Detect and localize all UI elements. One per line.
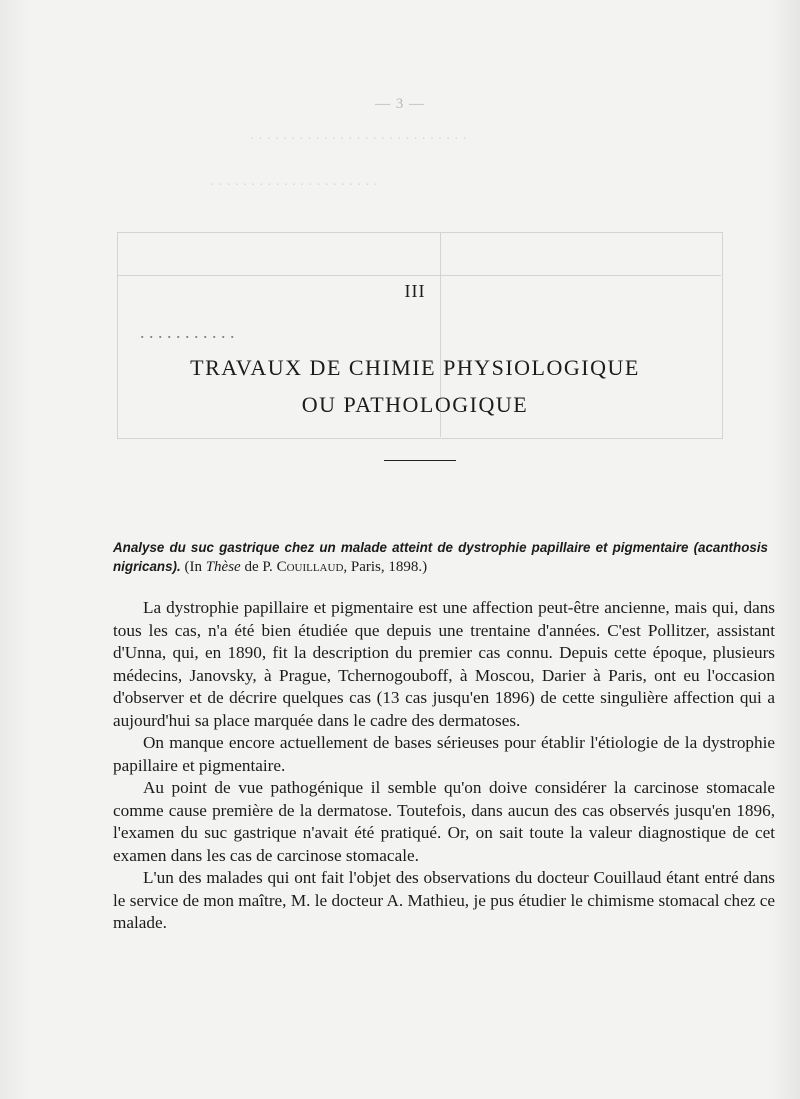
bleed-through-text: · · · · · · · · · · · · · · · · · · · · · [210,178,378,193]
ref-work: Thèse [205,559,241,575]
paragraph: L'un des malades qui ont fait l'objet des observations du docteur Couillaud étant entré dans le service de mon maître, M. le docteur A. Mathieu, je pus étudier le chimisme stomacal chez ce malade. [113,868,775,932]
ref-open: (In [180,559,206,575]
ref-rest: , Paris, 1898.) [343,559,428,575]
paragraph: Au point de vue pathogénique il semble qu'on doive considérer la carcinose stomacale comme cause première de la dermatose. Toutefois, dans aucun des cas observés jusqu'en 1896, l'examen du suc gastrique n'avait été pratiqué. Or, on sait toute la valeur diagnostique de cet examen dans les cas de carcinose stomacale. [113,778,775,865]
bleed-through-text: · · · · · · · · · · · · · · · · · · · · · · · · · · · [250,132,467,147]
body-text [113,597,775,935]
article-abstract [113,538,768,577]
chapter-title-line-2: OU PATHOLOGIQUE [301,392,529,417]
title-divider [384,460,456,461]
abstract-text: Analyse du suc gastrique chez un malade atteint de dystrophie papillaire et pigmentaire (acanthosis nigricans). [113,540,768,574]
bleed-through-rule [117,275,721,276]
chapter-title-line-1: TRAVAUX DE CHIMIE PHYSIOLOGIQUE [190,355,640,380]
paragraph: On manque encore actuellement de bases sérieuses pour établir l'étiologie de la dystrophie papillaire et pigmentaire. [113,733,775,775]
abstract-reference [181,559,427,575]
section-number: III [404,281,426,301]
page-number: — 3 — [375,96,425,112]
bleed-through-dots: . . . . . . . . . . . [140,322,235,342]
ref-author: Couillaud [276,559,344,575]
ref-de: de P. [240,559,277,575]
paragraph: La dystrophie papillaire et pigmentaire est une affection peut-être ancienne, mais qui, dans tous les cas, n'a été bien étudiée que depuis une trentaine d'années. C'est Pollitzer, assistant d'Unna, qui, en 1890, fit la description du premier cas connu. Depuis cette époque, plusieurs médecins, Janovsky, à Prague, Tchernogouboff, à Moscou, Darier à Paris, ont eu l'occasion d'observer et de décrire quelques cas (13 cas jusqu'en 1896) de cette singulière affection qui a aujourd'hui sa place marquée dans le cadre des dermatoses. [113,598,775,730]
